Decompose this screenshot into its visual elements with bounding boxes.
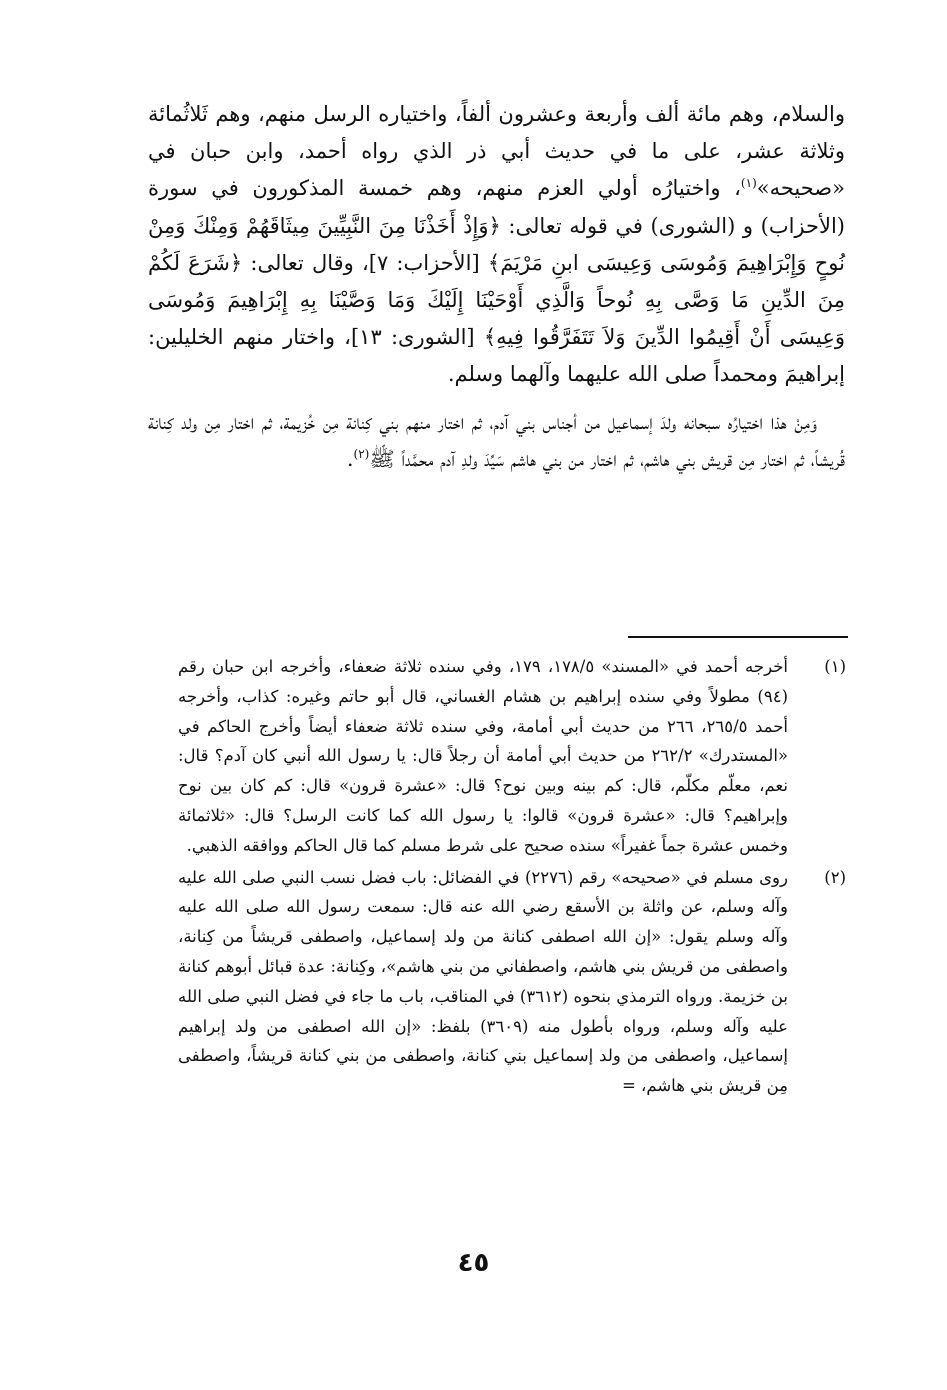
footnote-1 [178, 652, 846, 861]
footnote-separator [628, 636, 848, 638]
paragraph-2 [148, 404, 845, 478]
footnote-text: روى مسلم في «صحيحه» رقم (٢٢٧٦) في الفضائل: باب فضل نسب النبي صلى الله عليه وآله وسلم، عن واثلة بن الأسقع رضي الله عنه قال: سمعت رسول الله صلى الله عليه وآله وسلم يقول: «إن الله اصطفى كنانة من ولد إسماعيل، واصطفى قريشاً من كِنانة، واصطفى من قريش بني هاشم، واصطفاني من بني هاشم»، وكِنانة: عدة قبائل أبوهم كنانة بن خزيمة. ورواه الترمذي بنحوه (٣٦١٢) في المناقب، باب ما جاء في فضل النبي صلى الله عليه وآله وسلم، ورواه بأطول منه (٣٦٠٩) بلفظ: «إن الله اصطفى من ولد إبراهيم إسماعيل، واصطفى من ولد إسماعيل بني كنانة، واصطفى من بني كنانة قريشاً، واصطفى مِن قريش بني هاشم، = [178, 867, 788, 1096]
paragraph-2-text-b: . [346, 446, 354, 471]
footnote-2 [178, 863, 846, 1101]
footnotes [178, 652, 846, 1101]
main-text [148, 96, 845, 478]
paragraph-1-text-b: ، واختيارُه أولي العزم منهم، وهم خمسة المذكورون في سورة (الأحزاب) و (الشورى) في قوله تعالى: ﴿وَإِذْ أَخَذْنَا مِنَ النَّبِيِّينَ مِيثَاقَهُمْ وَمِنْكَ وَمِنْ نُوحٍ وَإِبْرَاهِيمَ وَمُوسَى وَعِيسَى ابنِ مَرْيَمَ﴾ [الأحزاب: ٧]، وقال تعالى: ﴿شَرَعَ لَكُمْ مِنَ الدِّينِ مَا وَصَّى بِهِ نُوحاً وَالَّذِي أَوْحَيْنَا إِلَيْكَ وَمَا وَصَّيْنَا بِهِ إِبْرَاهِيمَ وَمُوسَى وَعِيسَى أَنْ أَقِيمُوا الدِّينَ وَلاَ تَتَفَرَّقُوا فِيهِ﴾ [الشورى: ١٣]، واختار منهم الخليلين: إبراهيمَ ومحمداً صلى الله عليهما وآلهما وسلم. [148, 176, 846, 387]
footnote-text: أخرجه أحمد في «المسند» ١٧٨/٥، ١٧٩، وفي سنده ثلاثة ضعفاء، وأخرجه ابن حبان رقم (٩٤) مطولاً وفي سنده إبراهيم بن هشام الغساني، قال أبو حاتم وغيره: كذاب، وأخرجه أحمد ٢٦٥/٥، ٢٦٦ من حديث أبي أمامة، وفي سنده ثلاثة ضعفاء أيضاً وأخرج الحاكم في «المستدرك» ٢٦٢/٢ من حديث أبي أمامة أن رجلاً قال: يا رسول الله أنبي كان آدم؟ قال: نعم، معلّم مكلّم، قال: كم بينه وبين نوح؟ قال: «عشرة قرون» قال: كم كان بين نوح وإبراهيم؟ قال: «عشرة قرون» قالوا: يا رسول الله كما كانت الرسل؟ قال: «ثلاثمائة وخمس عشرة جماً غفيراً» سنده صحيح على شرط مسلم كما قال الحاكم ووافقه الذهبي. [178, 657, 789, 855]
footnote-number: (١) [824, 657, 846, 676]
paragraph-1 [148, 96, 845, 394]
footnote-ref-2: (٢) [353, 446, 370, 461]
footnote-ref-1: (١) [740, 176, 757, 191]
page-number: ٤٥ [457, 1248, 490, 1278]
footnote-number: (٢) [824, 867, 846, 887]
paragraph-2-text-a: وَمِنْ هذا اختيارُه سبحانه ولدَ إسماعيل من أجناس بني آدم، ثم اختار منهم بني كِنانة مِن خُزيمة، ثم اختار مِن ولد كِنانة قُريشاً، ثم اختار مِن قريش بني هاشم، ثم اختار من بني هاشم سَيِّدَ ولدِ آدم محمَّداً ﷺ [148, 409, 845, 471]
paragraph-1-text-a: والسلام، وهم مائة ألف وأربعة وعشرون ألفاً، واختياره الرسل منهم، وهم ثَلاثُمائة وثلاثة عشر، على ما في حديث أبي ذر الذي رواه أحمد، وابن حبان في «صحيحه» [148, 102, 845, 201]
